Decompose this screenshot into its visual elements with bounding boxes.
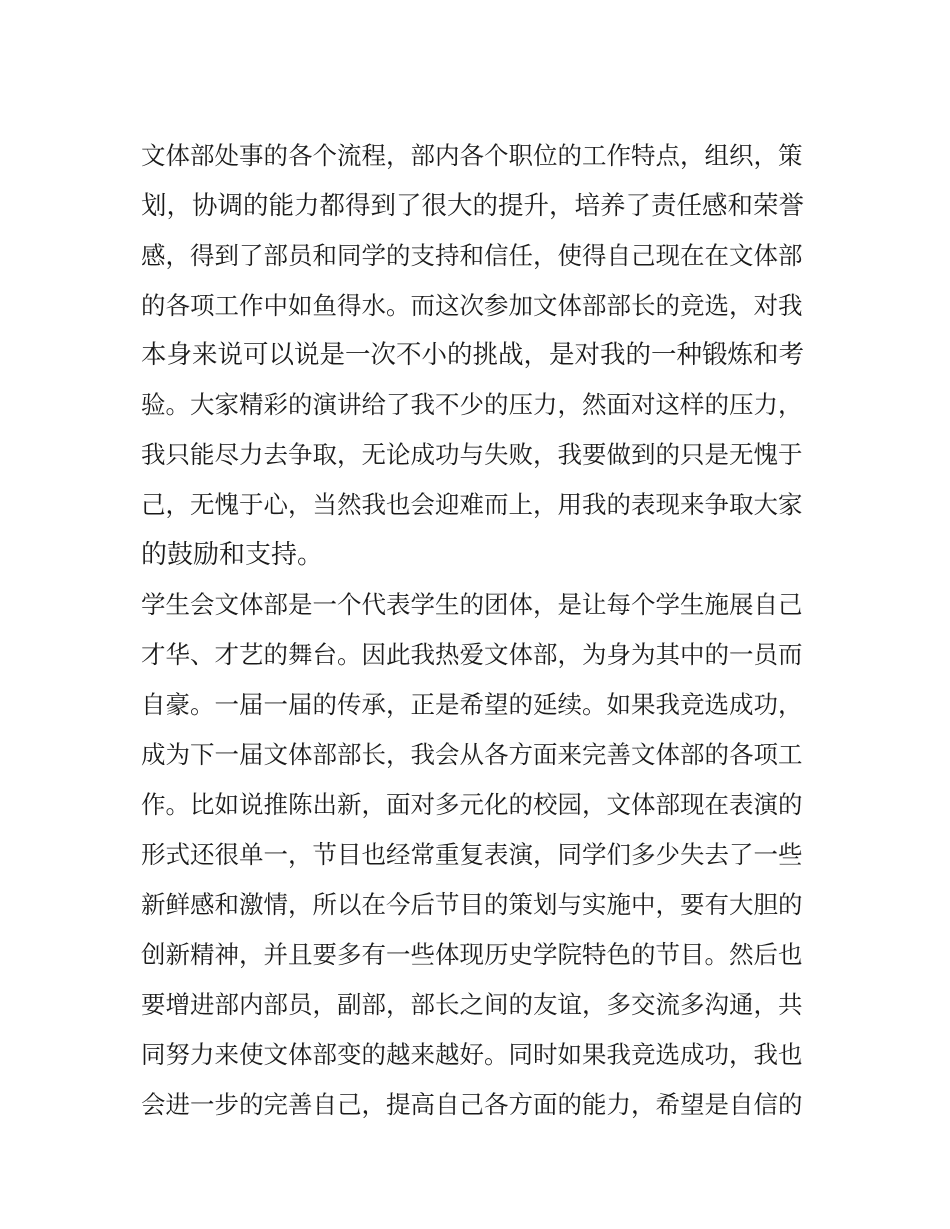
text-line: 才华、才艺的舞台。因此我热爱文体部，为身为其中的一员而 xyxy=(141,640,803,669)
text-line: 作。比如说推陈出新，面对多元化的校园，文体部现在表演的 xyxy=(141,790,803,819)
text-line: 己，无愧于心，当然我也会迎难而上，用我的表现来争取大家 xyxy=(141,490,803,519)
text-line: 自豪。一届一届的传承，正是希望的延续。如果我竞选成功， xyxy=(141,690,803,719)
text-line: 会进一步的完善自己，提高自己各方面的能力，希望是自信的 xyxy=(141,1090,803,1119)
text-line: 的鼓励和支持。 xyxy=(141,540,324,570)
text-line: 新鲜感和激情，所以在今后节目的策划与实施中，要有大胆的 xyxy=(141,890,803,919)
text-line: 的各项工作中如鱼得水。而这次参加文体部部长的竞选，对我 xyxy=(141,291,803,320)
text-line: 感，得到了部员和同学的支持和信任，使得自己现在在文体部 xyxy=(141,241,803,270)
text-line: 我只能尽力去争取，无论成功与失败，我要做到的只是无愧于 xyxy=(141,440,803,469)
text-line: 形式还很单一，节目也经常重复表演，同学们多少失去了一些 xyxy=(141,840,803,869)
text-line: 验。大家精彩的演讲给了我不少的压力，然面对这样的压力， xyxy=(141,390,803,419)
text-line: 学生会文体部是一个代表学生的团体，是让每个学生施展自己 xyxy=(141,590,803,619)
text-line: 文体部处事的各个流程，部内各个职位的工作特点，组织，策 xyxy=(141,141,803,170)
text-line: 同努力来使文体部变的越来越好。同时如果我竞选成功，我也 xyxy=(141,1040,803,1069)
text-line: 划，协调的能力都得到了很大的提升，培养了责任感和荣誉 xyxy=(141,191,805,221)
text-line: 要增进部内部员，副部，部长之间的友谊，多交流多沟通，共 xyxy=(141,990,803,1019)
text-line: 成为下一届文体部部长，我会从各方面来完善文体部的各项工 xyxy=(141,740,803,769)
text-line: 创新精神，并且要多有一些体现历史学院特色的节目。然后也 xyxy=(141,940,803,969)
text-line: 本身来说可以说是一次不小的挑战，是对我的一种锻炼和考 xyxy=(141,340,805,370)
